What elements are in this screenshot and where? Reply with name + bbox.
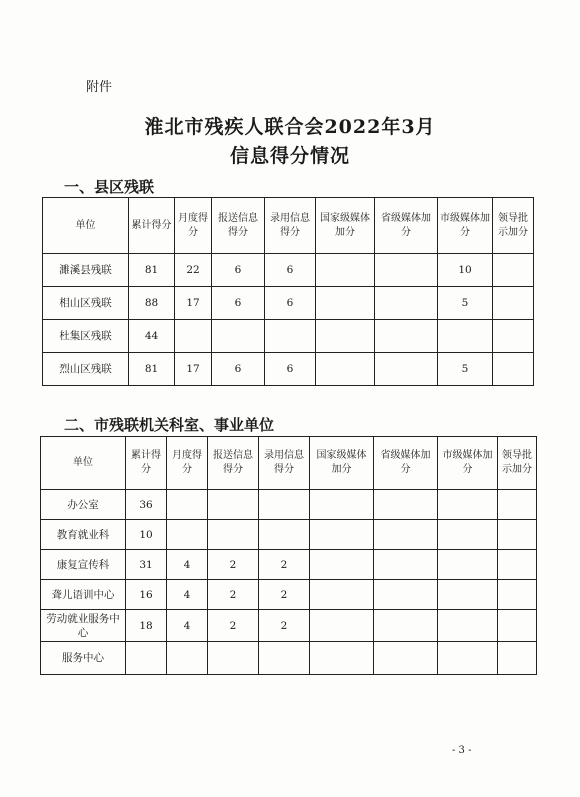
score-cell xyxy=(212,320,265,353)
score-cell xyxy=(498,610,537,642)
column-header: 领导批示加分 xyxy=(498,437,537,490)
score-cell xyxy=(167,642,208,675)
table-row xyxy=(41,642,537,675)
score-cell xyxy=(208,490,259,520)
column-header: 月度得分 xyxy=(167,437,208,490)
column-header: 市级媒体加分 xyxy=(438,198,493,254)
unit-name-cell: 聋儿语训中心 xyxy=(41,580,126,610)
table-row xyxy=(41,610,537,642)
header-row xyxy=(43,198,534,254)
score-cell: 6 xyxy=(265,254,316,287)
score-cell xyxy=(316,353,375,386)
column-header: 月度得分 xyxy=(175,198,212,254)
unit-name-cell: 劳动就业服务中心 xyxy=(41,610,126,642)
score-cell xyxy=(175,320,212,353)
score-cell: 18 xyxy=(126,610,167,642)
table-row xyxy=(43,287,534,320)
header-row xyxy=(41,437,537,490)
county-score-table xyxy=(42,197,534,386)
score-cell xyxy=(438,320,493,353)
score-cell xyxy=(498,642,537,675)
score-cell xyxy=(493,254,534,287)
document-subtitle: 信息得分情况 xyxy=(229,145,350,167)
table-row xyxy=(41,580,537,610)
column-header: 省级媒体加分 xyxy=(375,198,438,254)
score-cell xyxy=(438,642,498,675)
score-cell: 2 xyxy=(259,550,310,580)
score-cell xyxy=(310,520,374,550)
score-cell: 6 xyxy=(212,254,265,287)
score-cell xyxy=(374,490,438,520)
score-cell xyxy=(498,490,537,520)
score-cell: 6 xyxy=(265,353,316,386)
unit-name-cell: 办公室 xyxy=(41,490,126,520)
score-cell: 5 xyxy=(438,287,493,320)
score-cell: 6 xyxy=(265,287,316,320)
unit-name-cell: 相山区残联 xyxy=(43,287,129,320)
section1-heading: 一、县区残联 xyxy=(64,178,155,196)
score-cell xyxy=(375,254,438,287)
unit-name-cell: 濉溪县残联 xyxy=(43,254,129,287)
table-row xyxy=(41,520,537,550)
column-header: 录用信息得分 xyxy=(265,198,316,254)
unit-name-cell: 杜集区残联 xyxy=(43,320,129,353)
score-cell xyxy=(259,520,310,550)
section2-heading: 二、市残联机关科室、事业单位 xyxy=(64,416,275,434)
score-cell xyxy=(208,520,259,550)
score-cell: 16 xyxy=(126,580,167,610)
column-header: 市级媒体加分 xyxy=(438,437,498,490)
score-cell: 2 xyxy=(259,580,310,610)
score-cell xyxy=(438,520,498,550)
column-header: 国家级媒体加分 xyxy=(316,198,375,254)
score-cell xyxy=(374,550,438,580)
score-cell: 4 xyxy=(167,550,208,580)
score-cell xyxy=(259,642,310,675)
score-cell: 2 xyxy=(208,550,259,580)
score-cell xyxy=(438,550,498,580)
score-cell xyxy=(493,287,534,320)
score-cell xyxy=(310,642,374,675)
table-row xyxy=(43,353,534,386)
score-cell: 81 xyxy=(129,353,175,386)
score-cell: 6 xyxy=(212,353,265,386)
score-cell: 2 xyxy=(259,610,310,642)
column-header: 累计得分 xyxy=(126,437,167,490)
score-cell xyxy=(316,254,375,287)
score-cell xyxy=(374,580,438,610)
score-cell: 88 xyxy=(129,287,175,320)
score-cell xyxy=(438,580,498,610)
score-cell xyxy=(498,520,537,550)
unit-name-cell: 教育就业科 xyxy=(41,520,126,550)
score-cell xyxy=(375,287,438,320)
score-cell xyxy=(374,642,438,675)
score-cell xyxy=(493,353,534,386)
score-cell xyxy=(310,490,374,520)
score-cell: 36 xyxy=(126,490,167,520)
score-cell xyxy=(126,642,167,675)
score-cell: 10 xyxy=(126,520,167,550)
unit-name-cell: 烈山区残联 xyxy=(43,353,129,386)
score-cell: 2 xyxy=(208,580,259,610)
table-row xyxy=(41,490,537,520)
department-score-table xyxy=(40,436,537,675)
column-header: 省级媒体加分 xyxy=(374,437,438,490)
score-cell xyxy=(374,520,438,550)
table-row xyxy=(41,550,537,580)
column-header: 领导批示加分 xyxy=(493,198,534,254)
score-cell xyxy=(316,320,375,353)
score-cell xyxy=(498,550,537,580)
score-cell: 4 xyxy=(167,580,208,610)
score-cell: 2 xyxy=(208,610,259,642)
score-cell xyxy=(316,287,375,320)
unit-name-cell: 康复宣传科 xyxy=(41,550,126,580)
score-cell: 44 xyxy=(129,320,175,353)
column-header: 录用信息得分 xyxy=(259,437,310,490)
score-cell: 4 xyxy=(167,610,208,642)
score-cell: 31 xyxy=(126,550,167,580)
column-header: 累计得分 xyxy=(129,198,175,254)
score-cell xyxy=(265,320,316,353)
score-cell xyxy=(438,610,498,642)
column-header: 报送信息得分 xyxy=(208,437,259,490)
score-cell xyxy=(167,520,208,550)
document-title: 淮北市残疾人联合会2022年3月 xyxy=(144,116,436,138)
score-cell xyxy=(310,610,374,642)
score-cell xyxy=(498,580,537,610)
score-cell: 5 xyxy=(438,353,493,386)
score-cell: 10 xyxy=(438,254,493,287)
column-header: 国家级媒体加分 xyxy=(310,437,374,490)
score-cell: 22 xyxy=(175,254,212,287)
score-cell xyxy=(259,490,310,520)
score-cell xyxy=(438,490,498,520)
unit-name-cell: 服务中心 xyxy=(41,642,126,675)
score-cell xyxy=(375,353,438,386)
score-cell xyxy=(310,550,374,580)
score-cell xyxy=(208,642,259,675)
page-number: - 3 - xyxy=(452,745,472,756)
score-cell: 17 xyxy=(175,287,212,320)
table-row xyxy=(43,320,534,353)
score-cell xyxy=(374,610,438,642)
score-cell xyxy=(375,320,438,353)
score-cell: 6 xyxy=(212,287,265,320)
score-cell xyxy=(493,320,534,353)
score-cell: 81 xyxy=(129,254,175,287)
score-cell xyxy=(310,580,374,610)
column-header: 单位 xyxy=(41,437,126,490)
attachment-label: 附件 xyxy=(86,80,113,95)
table-row xyxy=(43,254,534,287)
score-cell: 17 xyxy=(175,353,212,386)
score-cell xyxy=(167,490,208,520)
column-header: 单位 xyxy=(43,198,129,254)
column-header: 报送信息得分 xyxy=(212,198,265,254)
